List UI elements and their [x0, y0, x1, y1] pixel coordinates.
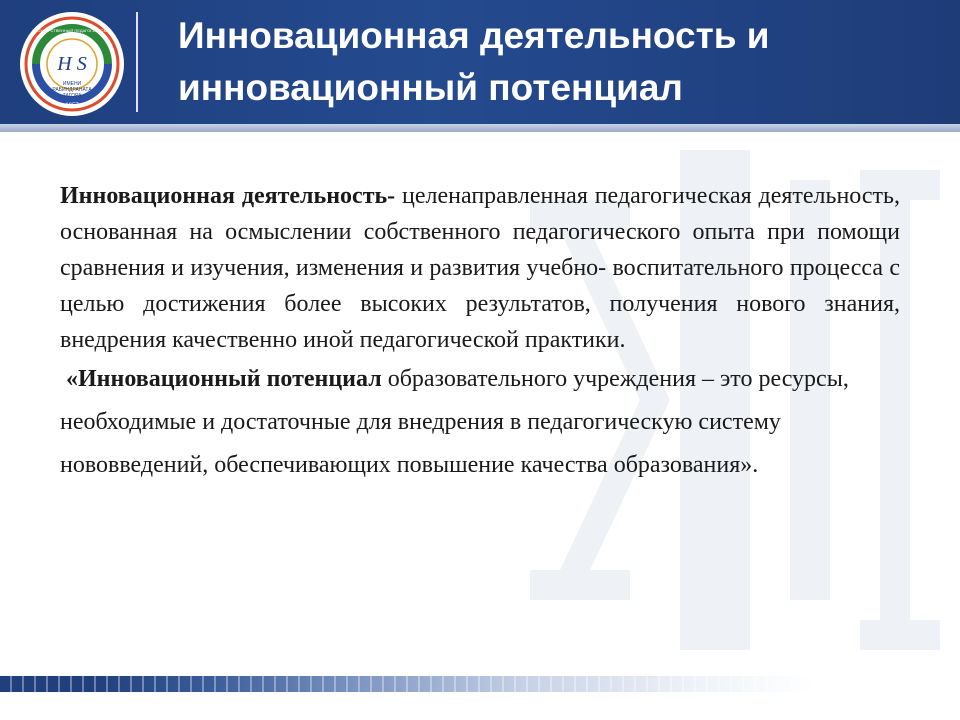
svg-text:ТАГОРА: ТАГОРА: [62, 93, 82, 99]
footer-stripes: [0, 676, 960, 692]
header-divider: [136, 12, 138, 112]
slide-body: [60, 178, 900, 487]
definition-text-1: целенаправленная педагогическая деятельность, основанная на осмыслении собственного педагогического опыта при помощи сравнения и изучения, изменения и развития учебно- воспитательного процесса с целью достижения более высоких результатов, получения нового знания, внедрения качественно иной педагогической практики.: [60, 183, 900, 353]
university-logo: [18, 10, 126, 118]
definition-innovative-activity: [60, 178, 900, 358]
definition-text-2: образовательного учреждения – это ресурсы, необходимые и достаточные для внедрения в педагогическую систему нововведений, обеспечивающих повышение качества образования».: [60, 366, 849, 478]
slide-title: [178, 10, 938, 114]
title-line-1: Инновационная деятельность и: [178, 15, 770, 56]
svg-text:1957: 1957: [65, 103, 79, 109]
header-underline: [0, 124, 960, 132]
definition-innovative-potential: [60, 358, 900, 487]
logo-initials: H S: [57, 53, 87, 75]
svg-text:РАБИНДРАНАТА: РАБИНДРАНАТА: [52, 87, 92, 93]
svg-text:ГОСУДАРСТВЕННЫЙ ПЕДАГОГИЧЕСКИЙ: ГОСУДАРСТВЕННЫЙ ПЕДАГОГИЧЕСКИЙ: [32, 28, 112, 33]
term-innovative-potential: «Инновационный потенциал: [66, 366, 382, 392]
svg-text:ИМЕНИ: ИМЕНИ: [62, 81, 82, 87]
title-line-2: инновационный потенциал: [178, 67, 683, 108]
term-innovative-activity: Инновационная деятельность-: [60, 183, 396, 209]
